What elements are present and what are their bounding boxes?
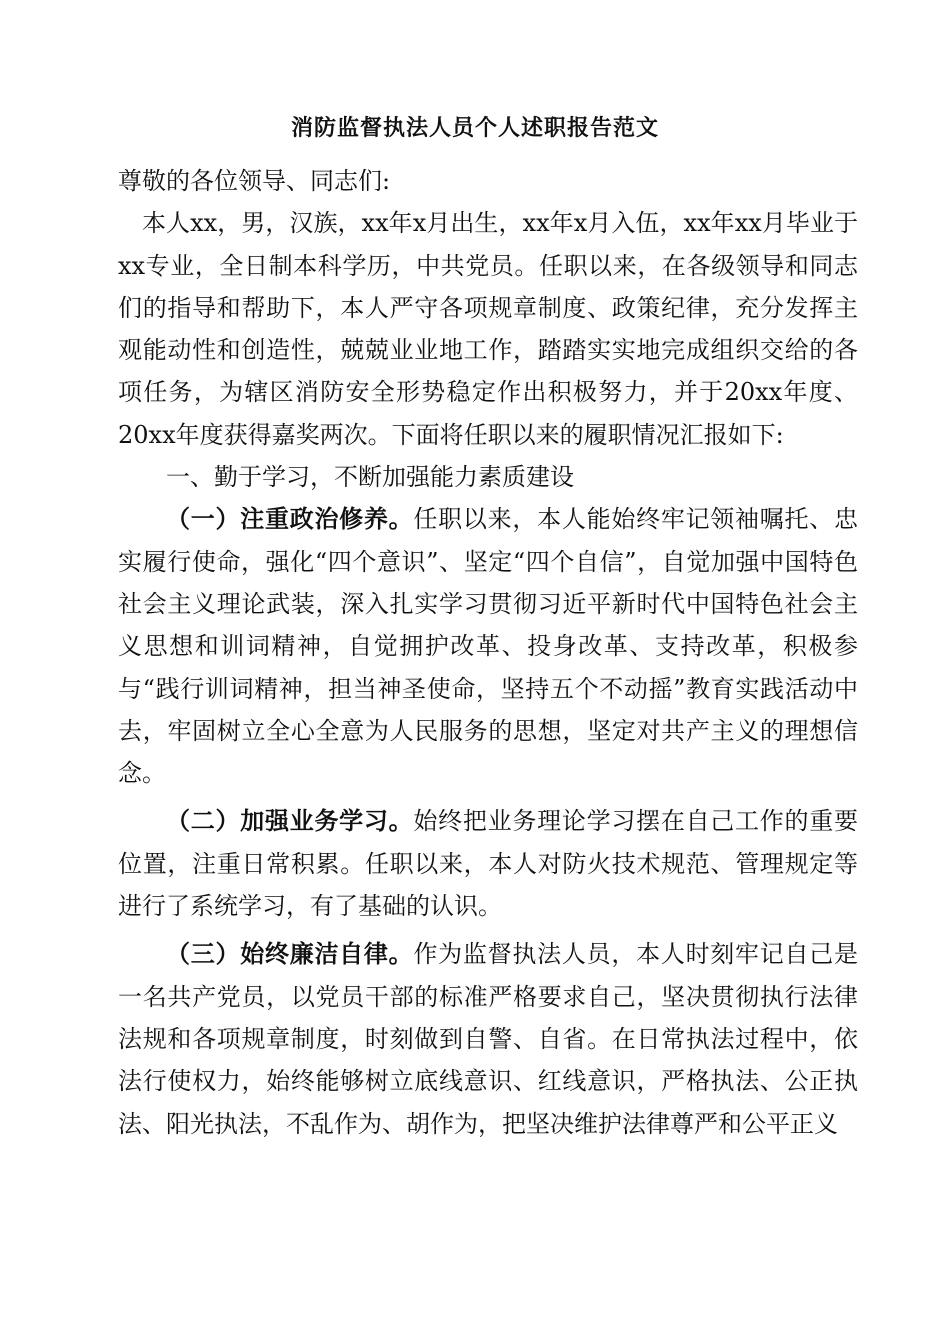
item-text-2: 始终把业务理论学习摆在自己工作的重要位置，注重日常积累。任职以来，本人对防火技术规范、管理规定等进行了系统学习，有了基础的认识。 — [118, 807, 859, 921]
intro-paragraph: 本人xx，男，汉族，xx年x月出生，xx年x月入伍，xx年xx月毕业于xx专业，全日制本科学历，中共党员。任职以来，在各级领导和同志们的指导和帮助下，本人严守各项规章制度、政策纪律，充分发挥主观能动性和创造性，兢兢业业地工作，踏踏实实地完成组织交给的各项任务，为辖区消防安全形势稳定作出积极努力，并于20xx年度、20xx年度获得嘉奖两次。下面将任职以来的履职情况汇报如下: — [118, 209, 858, 449]
item-lead-3: （三）始终廉洁自律。 — [166, 939, 414, 969]
item-paragraph-1 — [118, 498, 858, 794]
document-title: 消防监督执法人员个人述职报告范文 — [290, 115, 659, 141]
item-text-1: 任职以来，本人能始终牢记领袖嘱托、忠实履行使命，强化“四个意识”、坚定“四个自信”，自觉加强中国特色社会主义理论武装，深入扎实学习贯彻习近平新时代中国特色社会主义思想和训词精神，自觉拥护改革、投身改革、支持改革，积极参与“践行训词精神，担当神圣使命，坚持五个不动摇”教育实践活动中去，牢固树立全心全意为人民服务的思想，坚定对共产主义的理想信念。 — [118, 505, 859, 788]
section-heading-1: 一、勤于学习，不断加强能力素质建设 — [166, 463, 574, 492]
item-paragraph-3 — [118, 933, 858, 1144]
salutation: 尊敬的各位领导、同志们: — [118, 167, 391, 195]
item-lead-2: （二）加强业务学习。 — [166, 806, 414, 836]
item-lead-1: （一）注重政治修养。 — [166, 504, 414, 534]
item-text-3: 作为监督执法人员，本人时刻牢记自己是一名共产党员，以党员干部的标准严格要求自己，坚决贯彻执行法律法规和各项规章制度，时刻做到自警、自省。在日常执法过程中，依法行使权力，始终能够树立底线意识、红线意识，严格执法、公正执法、阳光执法，不乱作为、胡作为，把坚决维护法律尊严和公平正义 — [118, 940, 859, 1138]
document-body — [118, 160, 858, 1145]
item-paragraph-2 — [118, 800, 858, 927]
